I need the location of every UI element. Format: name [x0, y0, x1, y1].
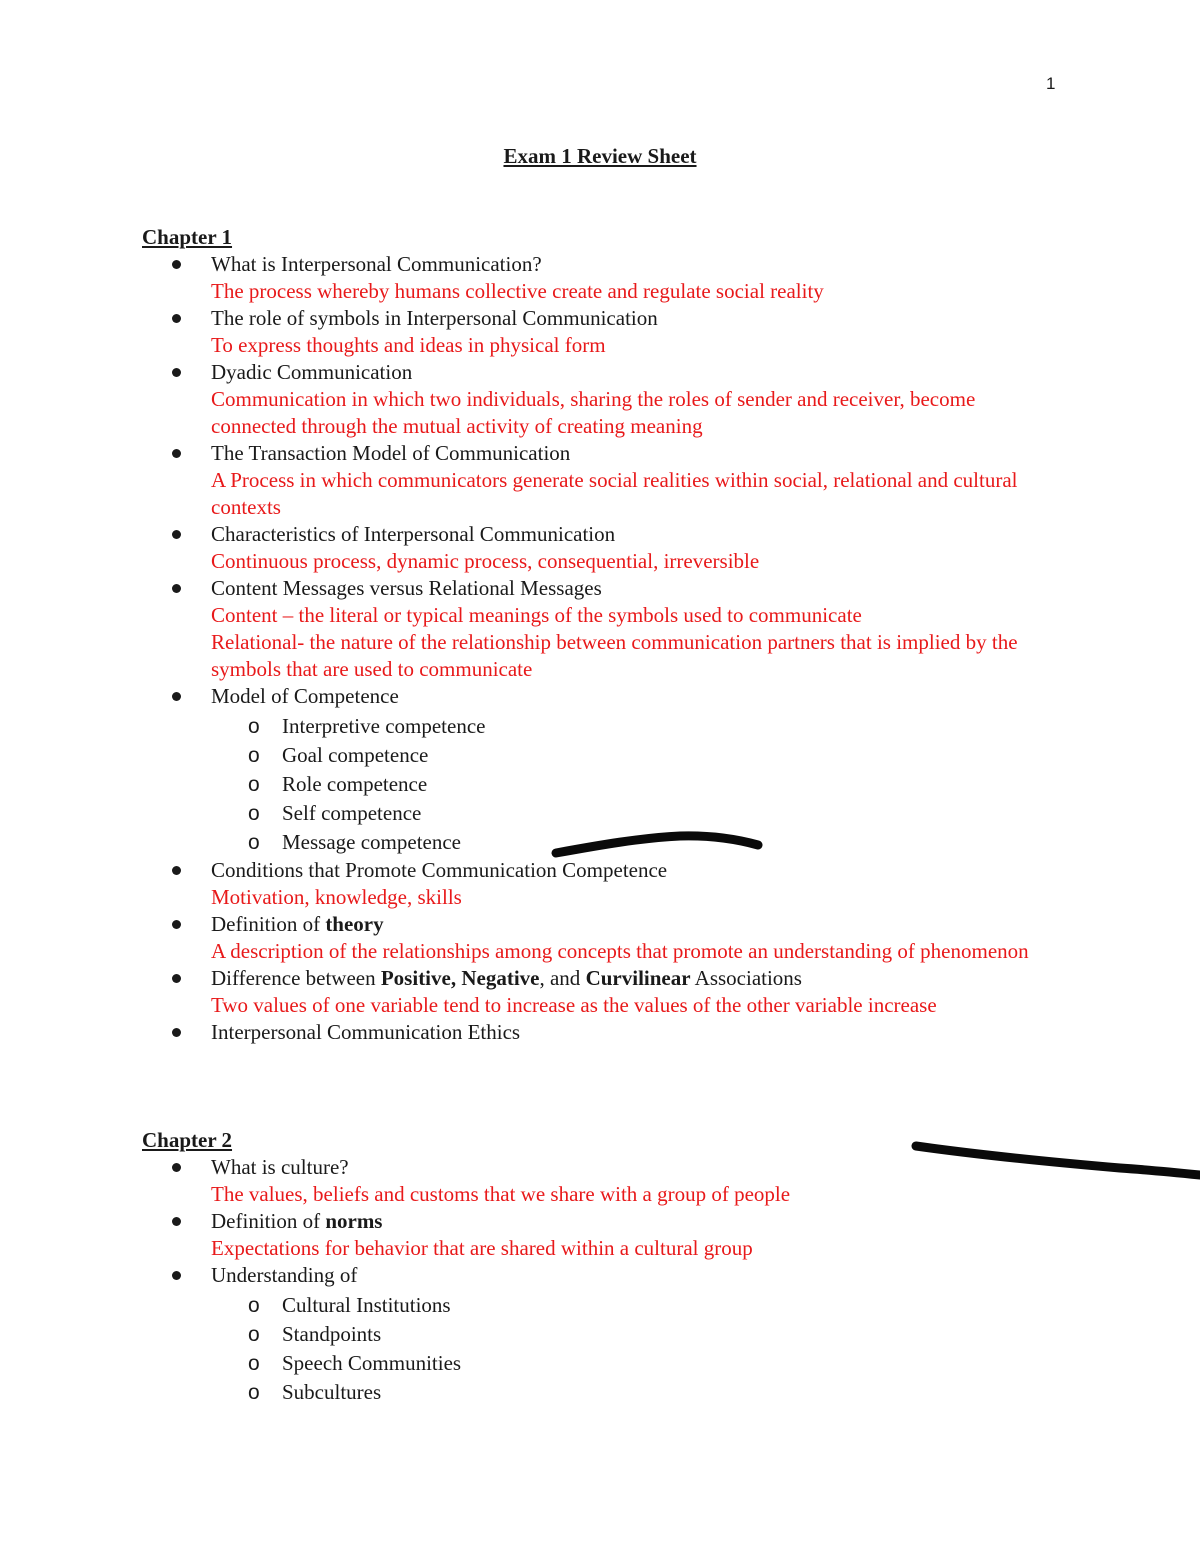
- question-prefix: Difference between: [211, 966, 381, 990]
- document-title: Exam 1 Review Sheet: [503, 144, 697, 168]
- question: Understanding of: [211, 1263, 358, 1287]
- question: Interpersonal Communication Ethics: [211, 1020, 521, 1044]
- question-prefix: Definition of: [211, 912, 326, 936]
- pen-stroke-2: [916, 1146, 1200, 1175]
- question: Dyadic Communication: [211, 360, 413, 384]
- sub-item-label: Subcultures: [282, 1380, 382, 1404]
- pen-stroke-1: [556, 836, 758, 853]
- answer: Expectations for behavior that are shared within a cultural group: [211, 1236, 753, 1260]
- sub-item-label: Interpretive competence: [282, 714, 486, 738]
- bold-term-2: Curvilinear: [585, 966, 691, 990]
- question: Model of Competence: [211, 684, 399, 708]
- answer: A Process in which communicators generate social realities within social, relational and cultural contexts: [211, 468, 1018, 519]
- circle-bullet-icon: o: [248, 802, 260, 825]
- sub-item-label: Speech Communities: [282, 1351, 462, 1375]
- question: The role of symbols in Interpersonal Communication: [211, 306, 658, 330]
- circle-bullet-icon: o: [248, 773, 260, 796]
- circle-bullet-icon: o: [248, 715, 260, 738]
- circle-bullet-icon: o: [248, 1352, 260, 1375]
- answer: To express thoughts and ideas in physical form: [211, 333, 606, 357]
- answer: The values, beliefs and customs that we share with a group of people: [211, 1182, 791, 1206]
- question-suffix: Associations: [690, 966, 802, 990]
- question: The Transaction Model of Communication: [211, 441, 571, 465]
- question: What is culture?: [211, 1155, 349, 1179]
- question-prefix: Definition of: [211, 1209, 326, 1233]
- answer: Continuous process, dynamic process, consequential, irreversible: [211, 549, 760, 573]
- circle-bullet-icon: o: [248, 744, 260, 767]
- sub-item-label: Message competence: [282, 830, 462, 854]
- page-number: 1: [1046, 74, 1056, 93]
- bold-term: theory: [325, 912, 384, 936]
- answer-2: Relational- the nature of the relationship between communication partners that is implied by the symbols that are used to communicate: [211, 630, 1018, 681]
- sub-item-label: Goal competence: [282, 743, 429, 767]
- chapter-2-heading: Chapter 2: [142, 1128, 233, 1152]
- question: Characteristics of Interpersonal Communication: [211, 522, 616, 546]
- answer: A description of the relationships among concepts that promote an understanding of phenomenon: [211, 939, 1029, 963]
- chapter-1-heading: Chapter 1: [142, 225, 233, 249]
- sub-item-label: Cultural Institutions: [282, 1293, 451, 1317]
- answer: Content – the literal or typical meanings of the symbols used to communicate: [211, 603, 862, 627]
- circle-bullet-icon: o: [248, 1294, 260, 1317]
- answer: Communication in which two individuals, sharing the roles of sender and receiver, become connected through the mutual activity of creating meaning: [211, 387, 976, 438]
- question: What is Interpersonal Communication?: [211, 252, 542, 276]
- circle-bullet-icon: o: [248, 831, 260, 854]
- answer: Two values of one variable tend to increase as the values of the other variable increase: [211, 993, 937, 1017]
- question-mid: , and: [539, 966, 586, 990]
- circle-bullet-icon: o: [248, 1323, 260, 1346]
- answer: Motivation, knowledge, skills: [211, 885, 462, 909]
- bold-term: Positive, Negative: [380, 966, 540, 990]
- question: Content Messages versus Relational Messages: [211, 576, 602, 600]
- bold-term: norms: [325, 1209, 383, 1233]
- sub-item-label: Role competence: [282, 772, 428, 796]
- circle-bullet-icon: o: [248, 1381, 260, 1404]
- question: Conditions that Promote Communication Competence: [211, 858, 668, 882]
- sub-item-label: Standpoints: [282, 1322, 382, 1346]
- answer: The process whereby humans collective create and regulate social reality: [211, 279, 824, 303]
- sub-item-label: Self competence: [282, 801, 422, 825]
